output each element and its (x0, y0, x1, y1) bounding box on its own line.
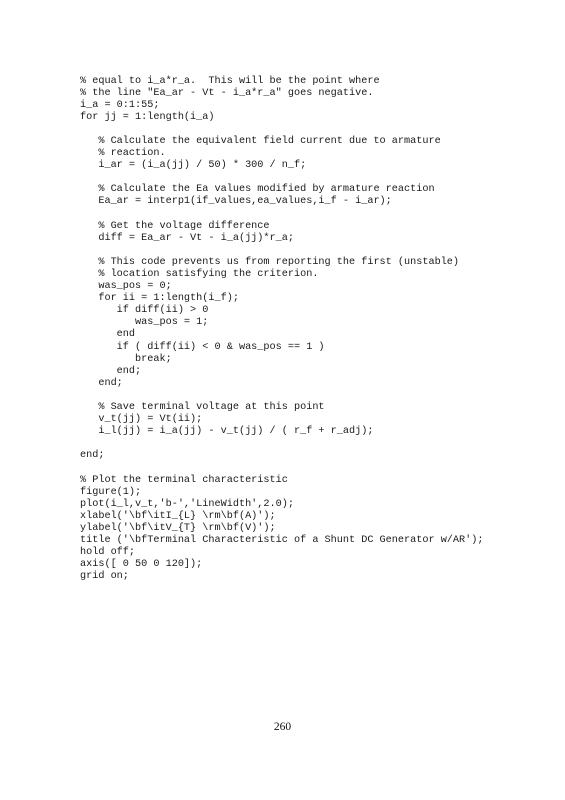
code-line: grid on; (80, 571, 129, 583)
code-line: % reaction. (80, 148, 166, 160)
code-line: for ii = 1:length(i_f); (80, 293, 239, 305)
code-line: i_ar = (i_a(jj) / 50) * 300 / n_f; (80, 160, 307, 172)
blank-line (80, 124, 484, 136)
blank-line (80, 245, 484, 257)
blank-line (80, 172, 484, 184)
code-line: hold off; (80, 547, 136, 559)
blank-line (80, 209, 484, 221)
code-line: if diff(ii) > 0 (80, 305, 209, 317)
page-number: 260 (273, 721, 292, 733)
code-line: if ( diff(ii) < 0 & was_pos == 1 ) (80, 341, 325, 353)
code-line: plot(i_l,v_t,'b-','LineWidth',2.0); (80, 498, 294, 510)
code-line: was_pos = 0; (80, 281, 172, 293)
code-line: % location satisfying the criterion. (80, 269, 319, 280)
code-line: % Calculate the Ea values modified by armature reaction (80, 184, 435, 196)
code-line: end; (80, 365, 142, 377)
code-line: i_l(jj) = i_a(jj) - v_t(jj) / ( r_f + r_adj); (80, 426, 374, 438)
code-line: ylabel('\bf\itV_{T} \rm\bf(V)'); (80, 522, 276, 534)
code-line: % This code prevents us from reporting the first (unstable) (80, 256, 460, 268)
code-line: title ('\bfTerminal Characteristic of a Shunt DC Generator w/AR'); (80, 535, 484, 547)
code-line: % Get the voltage difference (80, 220, 270, 232)
code-line: v_t(jj) = Vt(ii); (80, 414, 203, 426)
code-line: for jj = 1:length(i_a) (80, 111, 215, 123)
code-line: % Save terminal voltage at this point (80, 402, 325, 414)
code-listing (80, 76, 484, 584)
code-line: diff = Ea_ar - Vt - i_a(jj)*r_a; (80, 232, 294, 244)
code-line: xlabel('\bf\itI_{L} \rm\bf(A)'); (80, 510, 276, 522)
code-line: end; (80, 377, 123, 389)
code-line: figure(1); (80, 486, 142, 498)
blank-line (80, 438, 484, 450)
code-line: axis([ 0 50 0 120]); (80, 559, 203, 571)
code-line: break; (80, 353, 172, 365)
blank-line (80, 390, 484, 402)
code-line: Ea_ar = interp1(if_values,ea_values,i_f - i_ar); (80, 196, 392, 208)
code-line: i_a = 0:1:55; (80, 99, 160, 111)
code-line: % Plot the terminal characteristic (80, 474, 288, 486)
code-line: end (80, 329, 136, 341)
code-line: % equal to i_a*r_a. This will be the point where (80, 75, 380, 87)
code-line: was_pos = 1; (80, 317, 209, 329)
code-line: end; (80, 450, 105, 462)
code-line: % the line "Ea_ar - Vt - i_a*r_a" goes negative. (80, 87, 374, 99)
blank-line (80, 463, 484, 475)
code-line: % Calculate the equivalent field current due to armature (80, 135, 441, 147)
